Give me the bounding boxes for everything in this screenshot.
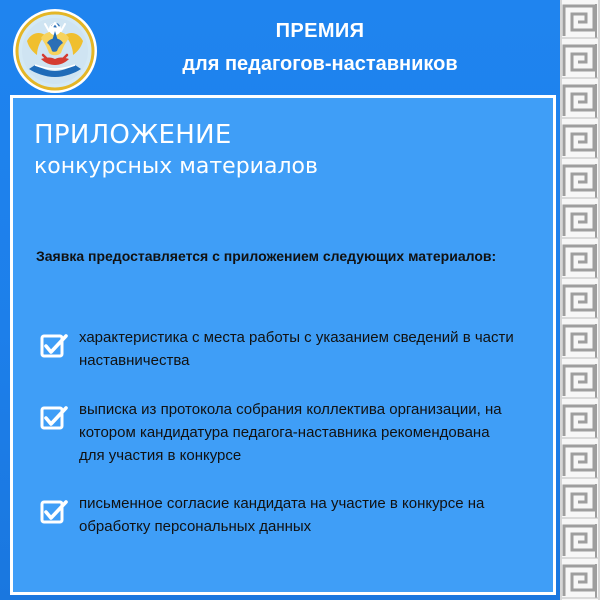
state-emblem-icon	[11, 7, 99, 95]
section-subtitle: конкурсных материалов	[34, 154, 318, 179]
checkbox-checked-icon	[39, 331, 71, 363]
content-panel-inner	[34, 119, 534, 575]
list-item	[34, 331, 514, 401]
checkbox-checked-icon	[39, 403, 71, 435]
header-title	[125, 17, 515, 79]
checkbox-checked-icon	[39, 497, 71, 529]
header	[0, 0, 560, 95]
prize-title: ПРЕМИЯ	[275, 20, 365, 42]
list-item-text: письменное согласие кандидата на участие в конкурсе на обработку персональных данных	[79, 495, 485, 535]
list-item-text: выписка из протокола собрания коллектива организации, на котором кандидатура педагога-наставника рекомендована для участия в конкурсе	[79, 401, 502, 464]
list-item	[34, 497, 514, 567]
section-title: ПРИЛОЖЕНИЕ	[34, 120, 232, 150]
list-item-text: характеристика с места работы с указанием сведений в части наставничества	[79, 329, 514, 369]
list-item	[34, 403, 514, 473]
content-panel	[10, 95, 556, 595]
prize-subtitle: для педагогов-наставников	[182, 53, 458, 75]
lead-paragraph: Заявка предоставляется с приложением следующих материалов:	[36, 248, 497, 264]
meander-ornament-icon	[560, 0, 600, 600]
